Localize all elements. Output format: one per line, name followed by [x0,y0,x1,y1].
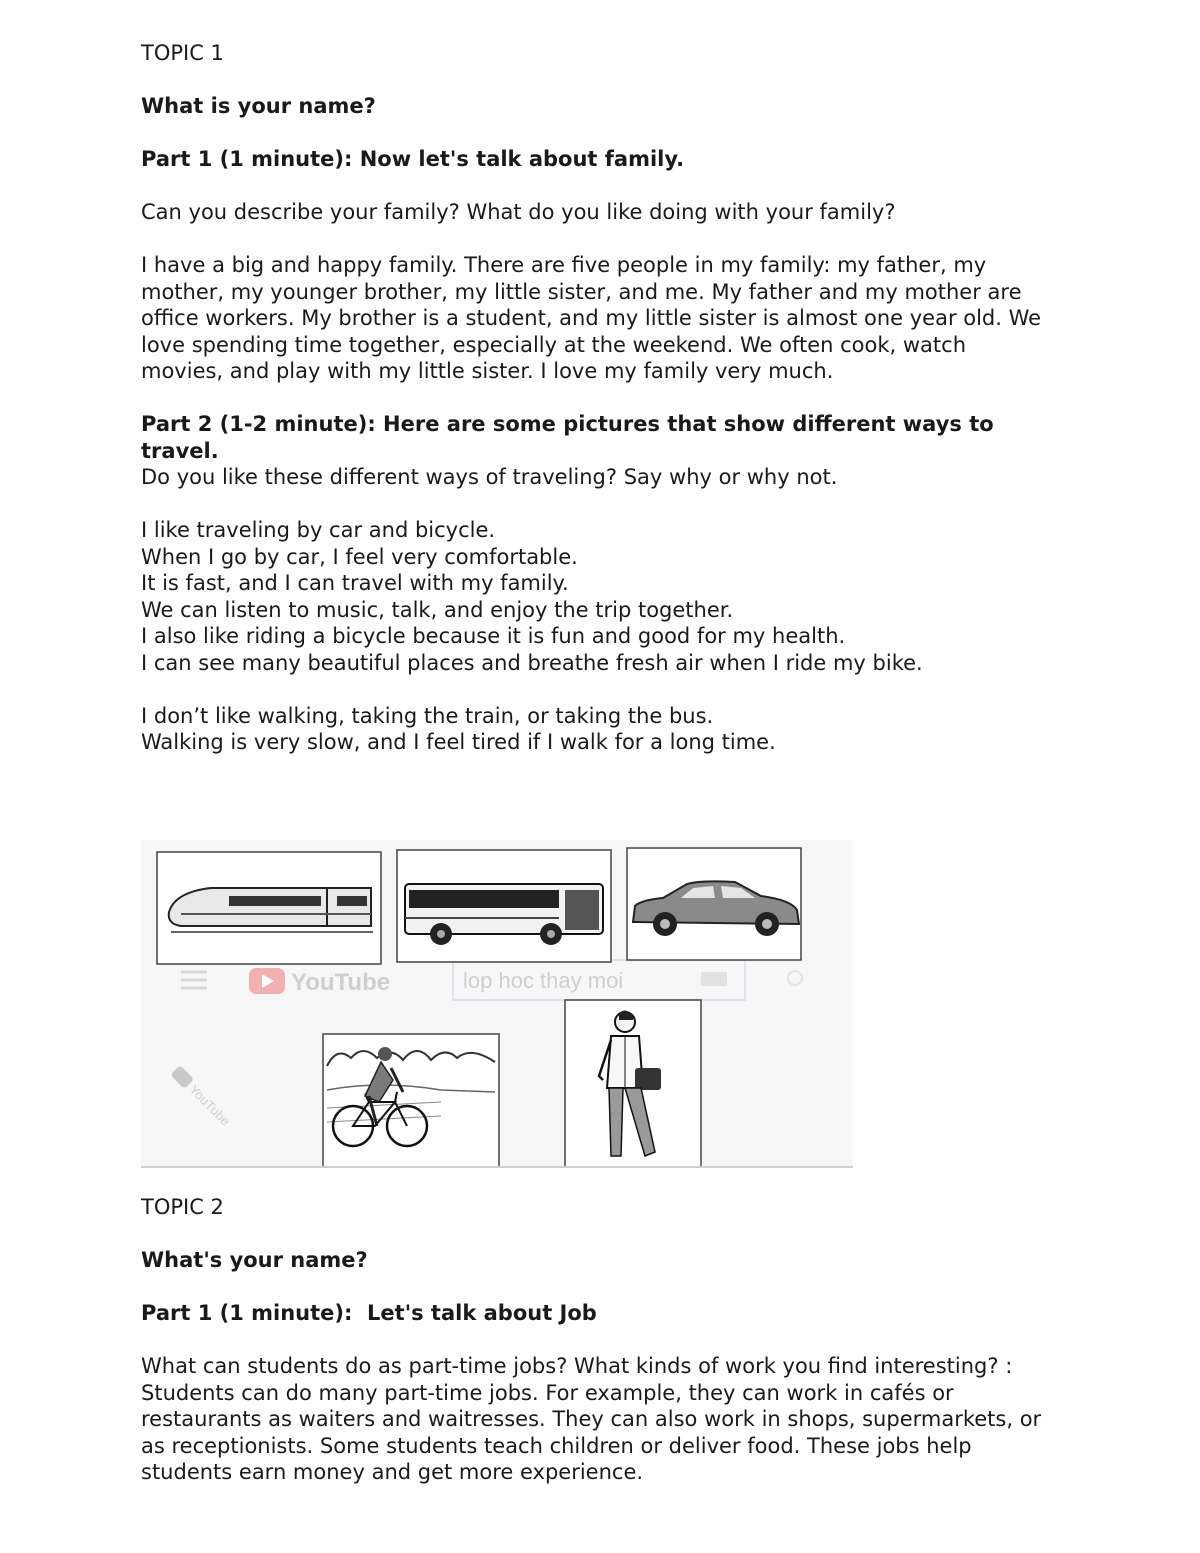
body-line: students earn money and get more experience. [141,1460,644,1484]
answer-line: When I go by car, I feel very comfortable. [141,544,578,569]
train-panel [157,852,381,964]
topic1-part2-title-line1: Part 2 (1-2 minute): Here are some pictures that show different ways to [141,412,994,436]
body-line: restaurants as waiters and waitresses. They can also work in shops, supermarkets, or [141,1407,1042,1431]
topic1-part2-title-line2: travel. [141,438,219,463]
answer-line: movies, and play with my little sister. I love my family very much. [141,359,834,383]
topic1-part1-question: Can you describe your family? What do you like doing with your family? [141,200,896,224]
answer-line: We can listen to music, talk, and enjoy the trip together. [141,597,734,622]
youtube-corner-text: YouTube [186,1081,234,1129]
topic1-part1-answer [141,252,1131,385]
bicycle-panel [323,1034,499,1166]
youtube-watermark-search: lop hoc thay moi [463,968,624,993]
topic1-section [141,40,1131,756]
topic2-heading: TOPIC 2 [141,1195,224,1219]
topic1-heading: TOPIC 1 [141,41,224,65]
youtube-logo-icon [249,968,285,994]
answer-line: mother, my younger brother, my little sister, and me. My father and my mother are [141,279,1022,304]
car-panel [627,848,801,960]
answer-line: It is fast, and I can travel with my family. [141,571,569,595]
youtube-watermark-brand: YouTube [291,969,391,996]
topic1-part2-answer-likes [141,517,1131,676]
answer-line: I also like riding a bicycle because it is fun and good for my health. [141,624,846,648]
body-line: What can students do as part-time jobs? What kinds of work you find interesting? : [141,1354,1013,1378]
topic1-part1-title: Part 1 (1 minute): Now let's talk about family. [141,147,685,171]
body-line: as receptionists. Some students teach children or deliver food. These jobs help [141,1433,972,1458]
answer-line: I have a big and happy family. There are five people in my family: my father, my [141,253,987,277]
menu-icon [181,972,207,988]
keyboard-icon [701,972,727,986]
body-line: Students can do many part-time jobs. For example, they can work in cafés or [141,1380,954,1405]
youtube-corner-watermark [169,1065,233,1129]
topic2-part1-body [141,1353,1131,1486]
topic2-part1-title: Part 1 (1 minute): Let's talk about Job [141,1301,597,1325]
answer-line: I can see many beautiful places and breathe fresh air when I ride my bike. [141,650,923,675]
answer-line: I don’t like walking, taking the train, or taking the bus. [141,703,714,728]
topic2-name-question: What's your name? [141,1248,368,1272]
answer-line: Walking is very slow, and I feel tired if I walk for a long time. [141,730,776,754]
answer-line: I like traveling by car and bicycle. [141,518,496,542]
answer-line: office workers. My brother is a student, and my little sister is almost one year old. We [141,306,1042,330]
train-icon [169,888,373,932]
transport-picture-canvas [141,840,853,1166]
search-icon [788,971,802,985]
topic1-part2-answer-dislikes [141,703,1131,756]
transport-picture [141,840,853,1168]
topic1-name-question: What is your name? [141,94,376,118]
topic1-part2-question: Do you like these different ways of traveling? Say why or why not. [141,465,838,489]
answer-line: love spending time together, especially at the weekend. We often cook, watch [141,332,966,357]
topic2-section [141,1194,1131,1486]
bus-panel [397,850,611,962]
walking-panel [565,1000,701,1166]
